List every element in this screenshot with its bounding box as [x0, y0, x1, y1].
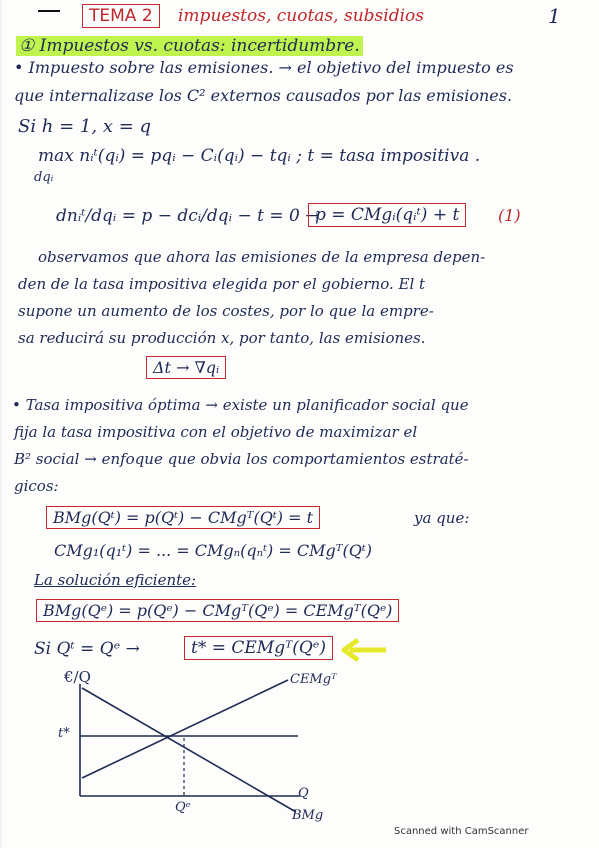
text-line: observamos que ahora las emisiones de la empresa depen-	[38, 248, 486, 266]
page-number: 1	[548, 4, 561, 28]
page-title: TEMA 2	[82, 4, 160, 28]
boxed-equation: p = CMgᵢ(qᵢᵗ) + t	[308, 203, 466, 227]
boxed-result: t* = CEMgᵀ(Qᵉ)	[184, 636, 333, 660]
text-line: den de la tasa impositiva elegida por el gobierno. El t	[18, 275, 426, 293]
derivative-line: dnᵢᵗ/dqᵢ = p − dcᵢ/dqᵢ − t = 0 →	[56, 206, 320, 226]
text-line: sa reducirá su producción x, por tanto, las emisiones.	[18, 329, 426, 347]
graph-curve-up-label: CEMgᵀ	[290, 672, 337, 687]
corner-mark	[38, 10, 60, 12]
graph-q-label: Qᵉ	[175, 800, 191, 815]
boxed-equation: BMg(Qᵗ) = p(Qᵗ) − CMgᵀ(Qᵗ) = t	[46, 506, 320, 529]
graph-curve-down-label: BMg	[292, 808, 324, 823]
section-heading-text: ① Impuestos vs. cuotas: incertidumbre.	[16, 36, 363, 56]
graph-y-label: €/Q	[64, 668, 91, 686]
math-subscript: dqᵢ	[34, 170, 54, 185]
graph-t-label: t*	[58, 726, 70, 741]
equation-number: (1)	[498, 206, 521, 225]
text-line: ya que:	[414, 509, 470, 527]
math-line: Si Qᵗ = Qᵉ →	[34, 639, 140, 659]
text-line: que internalizase los C² externos causados por las emisiones.	[14, 86, 513, 105]
text-line: • Impuesto sobre las emisiones. → el objetivo del impuesto es	[14, 58, 514, 77]
graph-x-label: Q	[298, 786, 309, 801]
boxed-equation: BMg(Qᵉ) = p(Qᵉ) − CMgᵀ(Qᵉ) = CEMgᵀ(Qᵉ)	[36, 599, 399, 622]
section-heading	[16, 36, 363, 56]
text-line: gicos:	[14, 477, 59, 495]
math-line: CMg₁(q₁ᵗ) = ... = CMgₙ(qₙᵗ) = CMgᵀ(Qᵗ)	[54, 541, 372, 560]
text-line: Si h = 1, x = q	[18, 116, 152, 137]
page-subtitle: impuestos, cuotas, subsidios	[178, 6, 424, 26]
text-line: fija la tasa impositiva con el objetivo de maximizar el	[14, 423, 418, 441]
text-line: La solución eficiente:	[34, 571, 197, 589]
scanner-watermark: Scanned with CamScanner	[394, 826, 529, 837]
text-line: supone un aumento de los costes, por lo que la empre-	[18, 302, 434, 320]
math-line: max nᵢᵗ(qᵢ) = pqᵢ − Cᵢ(qᵢ) − tqᵢ ; t = tasa impositiva .	[38, 146, 481, 166]
text-line: • Tasa impositiva óptima → existe un planificador social que	[12, 396, 469, 414]
text-line: B² social → enfoque que obvia los comportamientos estraté-	[14, 450, 469, 468]
boxed-result: Δt → ∇qᵢ	[146, 356, 226, 379]
